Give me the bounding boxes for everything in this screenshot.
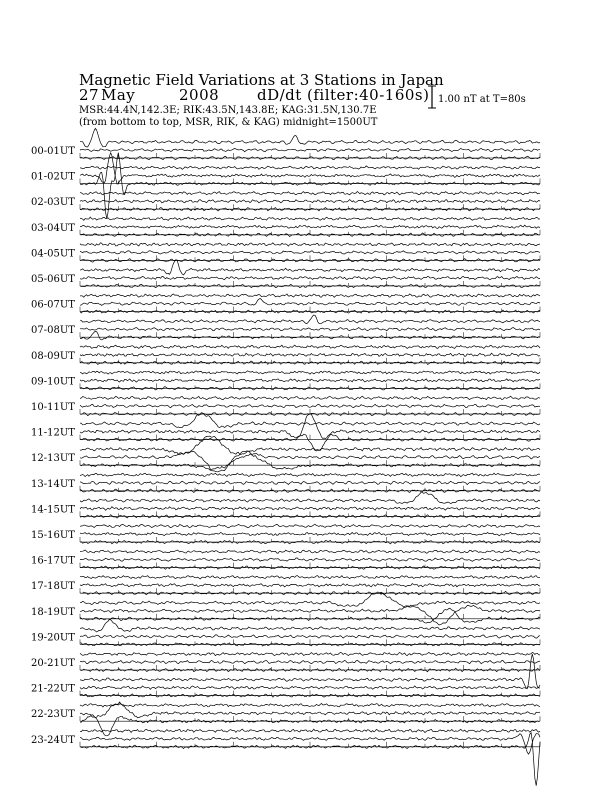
hour-label: 21-22UT (31, 683, 75, 695)
trace-kag (80, 243, 540, 246)
hour-row (31, 550, 540, 569)
hour-label: 06-07UT (31, 299, 75, 311)
hour-label: 04-05UT (31, 248, 75, 260)
trace-kag (80, 473, 540, 477)
trace-kag (80, 371, 540, 374)
hour-label: 20-21UT (31, 658, 75, 669)
filter-label: (filter:40-160s) (307, 86, 430, 104)
trace-kag (80, 592, 540, 608)
hour-label: 15-16UT (31, 530, 75, 541)
trace-kag (80, 704, 540, 708)
trace-rik (80, 148, 540, 152)
hour-row (31, 192, 540, 211)
trace-rik (80, 635, 540, 639)
trace-kag (80, 217, 540, 220)
trace-msr (80, 733, 540, 786)
hour-label: 02-03UT (31, 197, 75, 209)
hour-row (31, 294, 540, 313)
trace-rik (80, 200, 540, 203)
trace-rik (80, 251, 540, 254)
hour-row (31, 371, 540, 390)
hour-label: 16-17UT (31, 555, 75, 567)
hour-label: 10-11UT (31, 402, 75, 413)
hour-row (31, 128, 540, 159)
station-coordinates: MSR:44.4N,142.3E; RIK:43.5N,143.8E; KAG:31.5N,130.7E (79, 105, 377, 116)
quantity-label: dD/dt (257, 86, 302, 104)
hour-label: 09-10UT (31, 376, 75, 388)
trace-rik (80, 404, 540, 407)
station-order-note: (from bottom to top, MSR, RIK, & KAG) midnight=1500UT (79, 117, 378, 128)
hour-label: 00-01UT (31, 146, 75, 157)
trace-kag (80, 729, 540, 733)
hour-label: 14-15UT (31, 504, 75, 516)
hour-row (31, 260, 540, 288)
trace-kag (80, 294, 540, 297)
trace-kag (80, 492, 540, 504)
trace-kag (80, 166, 540, 169)
hour-label: 03-04UT (31, 222, 75, 234)
trace-kag (80, 128, 540, 147)
trace-rik (80, 225, 540, 228)
hour-row (31, 654, 540, 697)
hour-label: 05-06UT (31, 274, 75, 285)
hour-row (31, 243, 540, 262)
chart-title: Magnetic Field Variations at 3 Stations in Japan (79, 71, 444, 89)
trace-kag (80, 524, 540, 527)
trace-kag (80, 550, 540, 553)
hour-row (31, 620, 540, 647)
trace-kag (80, 396, 540, 400)
hour-row (31, 652, 540, 671)
trace-rik (80, 584, 540, 587)
trace-rik (80, 507, 540, 511)
hour-row (31, 217, 540, 236)
trace-rik (80, 298, 540, 305)
trace-kag (80, 315, 540, 324)
hour-row (31, 592, 540, 625)
hour-label: 19-20UT (31, 632, 75, 644)
hour-row (31, 576, 540, 595)
trace-rik (80, 276, 540, 279)
hour-label: 11-12UT (31, 427, 75, 439)
hour-label: 18-19UT (31, 606, 75, 618)
hour-row (31, 396, 540, 415)
date-year: 2008 (179, 86, 220, 104)
trace-rik (80, 353, 540, 356)
date-day: 27 (79, 86, 100, 104)
trace-rik (80, 328, 540, 331)
date-month: May (101, 86, 136, 104)
hour-row (31, 473, 540, 492)
trace-rik (80, 686, 540, 689)
trace-rik (80, 481, 540, 485)
trace-kag (80, 620, 540, 633)
trace-rik (80, 379, 540, 382)
trace-rik (80, 532, 540, 535)
hour-row (31, 345, 540, 364)
hour-rows (31, 128, 540, 785)
hour-row (31, 315, 540, 340)
hour-label: 12-13UT (31, 453, 75, 465)
trace-kag (80, 345, 540, 348)
hour-row (31, 492, 540, 518)
hour-label: 23-24UT (31, 734, 75, 746)
hour-label: 17-18UT (31, 581, 75, 593)
trace-rik (80, 702, 540, 718)
scale-bar (428, 86, 436, 108)
hour-row (31, 414, 540, 451)
trace-kag (80, 260, 540, 275)
hour-label: 13-14UT (31, 478, 75, 490)
hour-label: 07-08UT (31, 325, 75, 337)
trace-kag (80, 576, 540, 580)
hour-label: 08-09UT (31, 350, 75, 362)
trace-kag (80, 652, 540, 655)
trace-kag (80, 192, 540, 195)
hour-row (31, 524, 540, 544)
hour-label: 01-02UT (31, 171, 75, 183)
hour-row (31, 436, 540, 472)
trace-rik (80, 558, 540, 561)
hour-label: 22-23UT (31, 709, 75, 721)
hour-row (31, 729, 540, 786)
scale-bar-label: 1.00 nT at T=80s (438, 94, 526, 105)
trace-rik (80, 660, 540, 663)
